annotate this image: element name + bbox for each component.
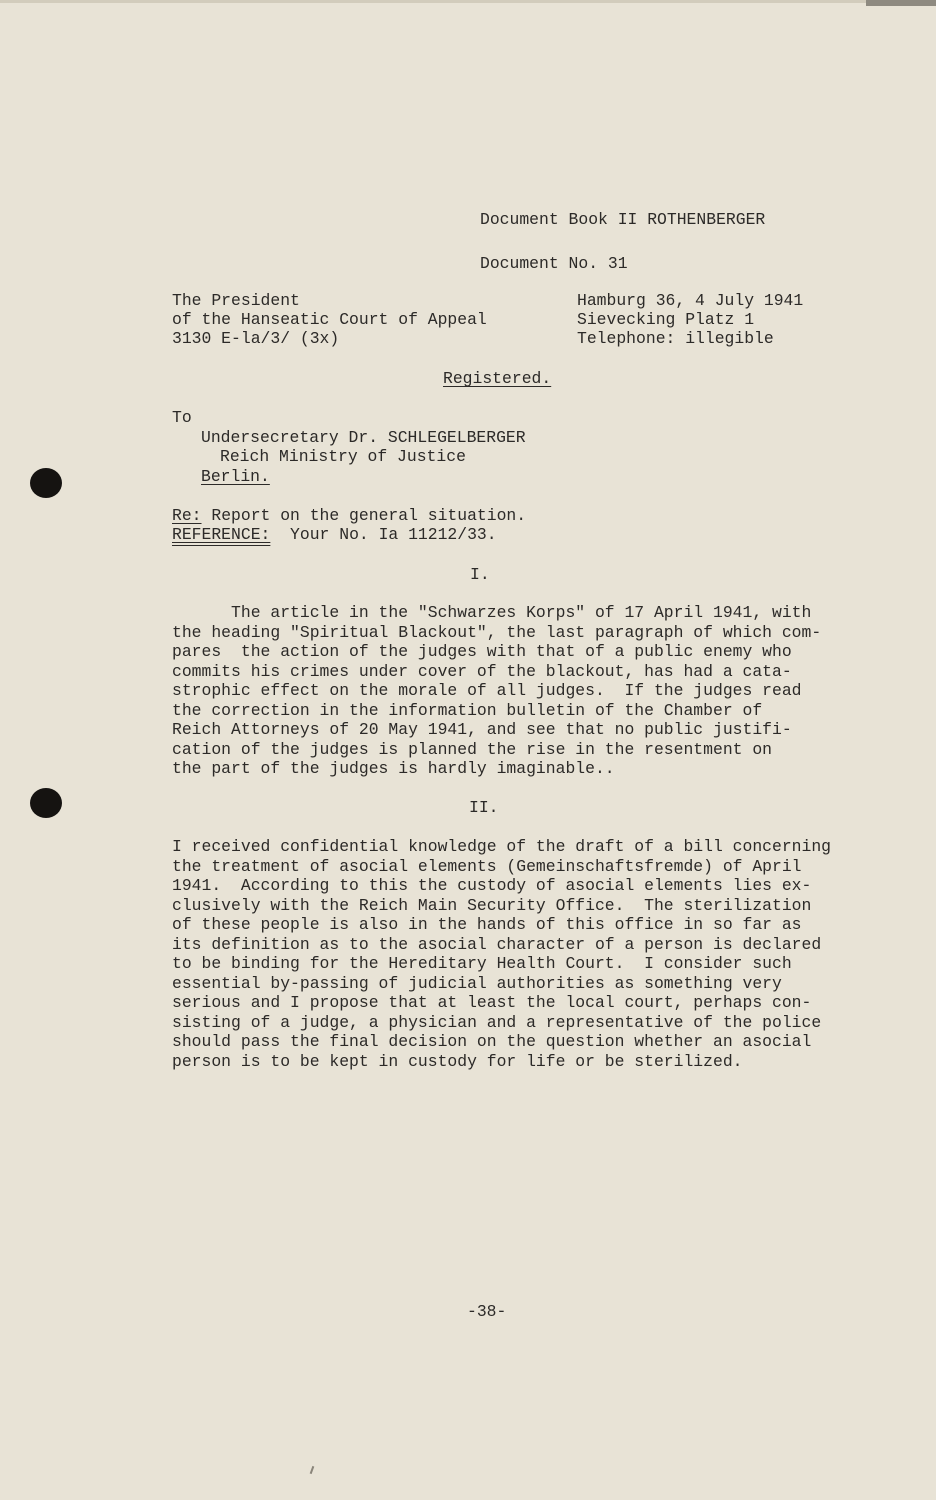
registered-mark: Registered.	[443, 369, 552, 388]
subject-reference	[172, 525, 497, 545]
address-line: Sievecking Platz 1	[577, 310, 755, 329]
sender-line-1: The President	[172, 291, 300, 310]
sender-file-reference: 3130 E-la/3/ (3x)	[172, 329, 340, 348]
section-2-line: to be binding for the Hereditary Health Court. I consider such	[172, 954, 792, 973]
section-2-line: I received confidential knowledge of the draft of a bill concerning	[172, 837, 832, 856]
subject-reference-text: Your No. Ia 11212/33.	[270, 525, 497, 544]
punch-hole-bottom	[30, 788, 62, 818]
section-2-paragraph	[172, 837, 831, 1071]
section-1-paragraph	[172, 603, 821, 779]
section-1-heading: I.	[470, 565, 490, 584]
recipient-name: Undersecretary Dr. SCHLEGELBERGER	[201, 428, 526, 447]
section-2-line: should pass the final decision on the question whether an asocial	[172, 1032, 812, 1051]
section-2-line: person is to be kept in custody for life or be sterilized.	[172, 1051, 743, 1071]
section-2-line: sisting of a judge, a physician and a representative of the police	[172, 1012, 822, 1032]
punch-hole-top	[30, 468, 62, 498]
section-1-line: cation of the judges is planned the rise in the resentment on	[172, 739, 772, 759]
subject-re-text: Report on the general situation.	[201, 506, 527, 525]
document-book-label: Document Book II ROTHENBERGER	[480, 210, 766, 229]
section-1-line: the part of the judges is hardly imaginable..	[172, 759, 615, 778]
top-edge	[0, 0, 936, 3]
section-2-line: the treatment of asocial elements (Gemeinschaftsfremde) of April	[172, 856, 802, 876]
section-1-line: pares the action of the judges with that of a public enemy who	[172, 642, 792, 661]
section-1-line: strophic effect on the morale of all judges. If the judges read	[172, 681, 802, 700]
recipient-to: To	[172, 408, 192, 427]
section-1-line: the heading "Spiritual Blackout", the last paragraph of which com-	[172, 622, 822, 642]
page-number: -38-	[467, 1302, 507, 1321]
subject-reference-label: REFERENCE:	[172, 525, 271, 544]
section-2-line: its definition as to the asocial character of a person is declared	[172, 934, 822, 954]
recipient-ministry: Reich Ministry of Justice	[220, 447, 466, 466]
section-2-line: serious and I propose that at least the local court, perhaps con-	[172, 993, 812, 1012]
subject-re	[172, 506, 526, 526]
sender-line-2: of the Hanseatic Court of Appeal	[172, 310, 487, 329]
section-2-line: essential by-passing of judicial authorities as something very	[172, 973, 782, 993]
stray-mark	[310, 1466, 315, 1474]
subject-re-label: Re:	[172, 506, 202, 525]
section-2-line: 1941. According to this the custody of asocial elements lies ex-	[172, 876, 812, 895]
telephone-line: Telephone: illegible	[577, 329, 774, 348]
section-1-line: commits his crimes under cover of the blackout, has had a cata-	[172, 661, 792, 681]
section-2-heading: II.	[469, 798, 499, 817]
section-2-line: clusively with the Reich Main Security Office. The sterilization	[172, 895, 812, 915]
section-1-line: the correction in the information bulletin of the Chamber of	[172, 700, 763, 720]
section-1-line: Reich Attorneys of 20 May 1941, and see that no public justifi-	[172, 720, 792, 739]
section-2-line: of these people is also in the hands of this office in so far as	[172, 915, 802, 934]
top-edge-mark	[866, 0, 936, 6]
recipient-city: Berlin.	[201, 467, 270, 486]
place-date: Hamburg 36, 4 July 1941	[577, 291, 804, 310]
section-1-line: The article in the "Schwarzes Korps" of 17 April 1941, with	[172, 603, 812, 622]
document-number: Document No. 31	[480, 254, 628, 273]
